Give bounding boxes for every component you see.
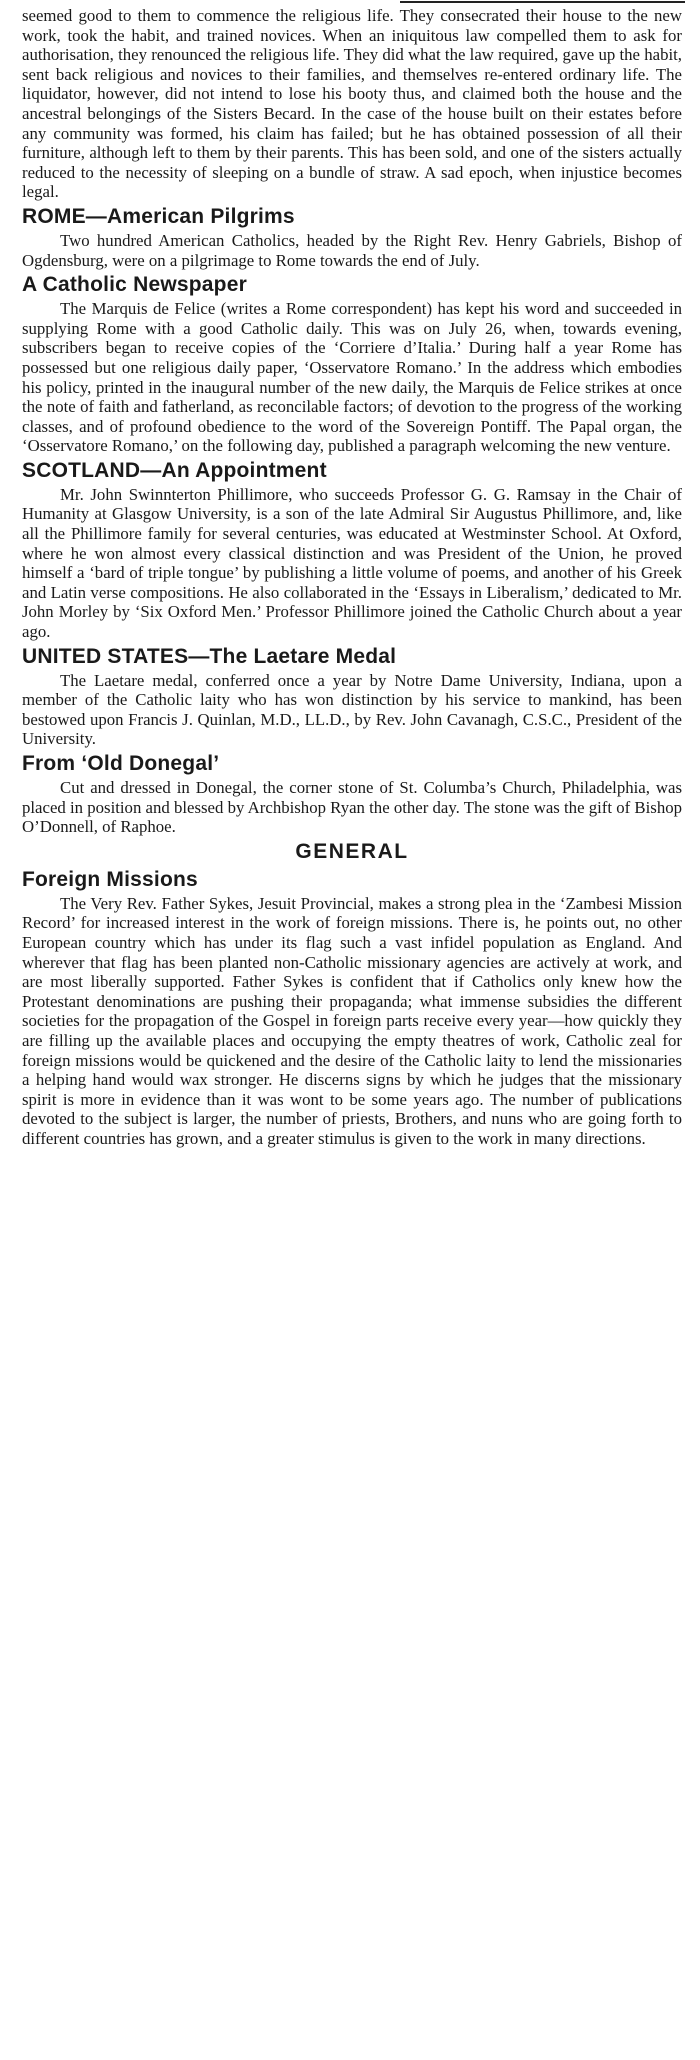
foreign-missions-paragraph: The Very Rev. Father Sykes, Jesuit Provincial, makes a strong plea in the ‘Zambesi Mission Record’ for increased interest in the work of foreign missions. There is, he points out, no other European country which has under its flag such a vast infidel population as England. And wherever that flag has been planted non-Catholic missionary agencies are actively at work, and are most liberally supported. Father Sykes is confident that if Catholics only knew how the Protestant denominations are pushing their propaganda; what immense subsidies the different societies for the propagation of the Gospel in foreign parts receive every year—how quickly they are filling up the available places and occupying the empty theatres of work, Catholic zeal for foreign missions would be quickened and the desire of the Catholic laity to lend the missionaries a helping hand would wax stronger. He discerns signs by which he judges that the missionary spirit is more in evidence than it was wont to be some years ago. The number of publications devoted to the subject is larger, the number of priests, Brothers, and nuns who are going forth to different countries has grown, and a greater stimulus is given to the work in many directions. — [22, 893, 682, 1148]
column-top-rule — [400, 1, 685, 3]
old-donegal-paragraph: Cut and dressed in Donegal, the corner stone of St. Columba’s Church, Philadelphia, was placed in position and blessed by Archbishop Ryan the other day. The stone was the gift of Bishop O’Donnell, of Raphoe. — [22, 778, 682, 837]
sisters-becard-paragraph: seemed good to them to commence the religious life. They consecrated their house to the new work, took the habit, and trained novices. When an iniquitous law compelled them to ask for authorisation, they renounced the religious life. They did what the law required, gave up the habit, sent back religious and novices to their families, and themselves re-entered ordinary life. The liquidator, however, did not intend to lose his booty thus, and claimed both the house and the ancestral belongings of the Sisters Becard. In the case of the house built on their estates before any community was formed, his claim has failed; but he has obtained possession of all their furniture, although left to them by their parents. This has been sold, and one of the sisters actually reduced to the necessity of sleeping on a bundle of straw. A sad epoch, when injustice becomes legal. — [22, 6, 682, 202]
united-states-heading: UNITED STATES—The Laetare Medal — [22, 644, 397, 668]
united-states-paragraph: The Laetare medal, conferred once a year by Notre Dame University, Indiana, upon a member of the Catholic laity who has won distinction by his service to mankind, has been bestowed upon Francis J. Quinlan, M.D., LL.D., by Rev. John Cavanagh, C.S.C., President of the University. — [22, 670, 682, 749]
catholic-newspaper-heading: A Catholic Newspaper — [22, 273, 247, 297]
news-column — [22, 6, 682, 1149]
old-donegal-heading: From ‘Old Donegal’ — [22, 752, 220, 775]
rome-heading: ROME—American Pilgrims — [22, 204, 295, 228]
catholic-newspaper-paragraph: The Marquis de Felice (writes a Rome correspondent) has kept his word and succeeded in supplying Rome with a good Catholic daily. This was on July 26, when, towards evening, subscribers began to receive copies of the ‘Corriere d’Italia.’ During half a year Rome has possessed but one religious daily paper, ‘Osservatore Romano.’ In the address which embodies his policy, printed in the inaugural number of the new daily, the Marquis de Felice strikes at once the note of faith and fatherland, as reconcilable factors; of devotion to the progress of the working classes, and of profound obedience to the word of the Sovereign Pontiff. The Papal organ, the ‘Osservatore Romano,’ on the following day, published a paragraph welcoming the new venture. — [22, 299, 682, 456]
rome-paragraph: Two hundred American Catholics, headed by the Right Rev. Henry Gabriels, Bishop of Ogdensburg, were on a pilgrimage to Rome towards the end of July. — [22, 230, 682, 270]
foreign-missions-heading: Foreign Missions — [22, 867, 198, 891]
scotland-heading: SCOTLAND—An Appointment — [22, 458, 327, 482]
scotland-paragraph: Mr. John Swinnterton Phillimore, who succeeds Professor G. G. Ramsay in the Chair of Humanity at Glasgow University, is a son of the late Admiral Sir Augustus Phillimore, and, like all the Phillimore family for several centuries, was educated at Westminster School. At Oxford, where he won almost every classical distinction and was President of the Union, he proved himself a ‘bard of triple tongue’ by publishing a little volume of poems, and another of his Greek and Latin verse compositions. He also collaborated in the ‘Essays in Liberalism,’ dedicated to Mr. John Morley by ‘Six Oxford Men.’ Professor Phillimore joined the Catholic Church about a year ago. — [22, 484, 682, 642]
general-heading: GENERAL — [295, 839, 409, 863]
